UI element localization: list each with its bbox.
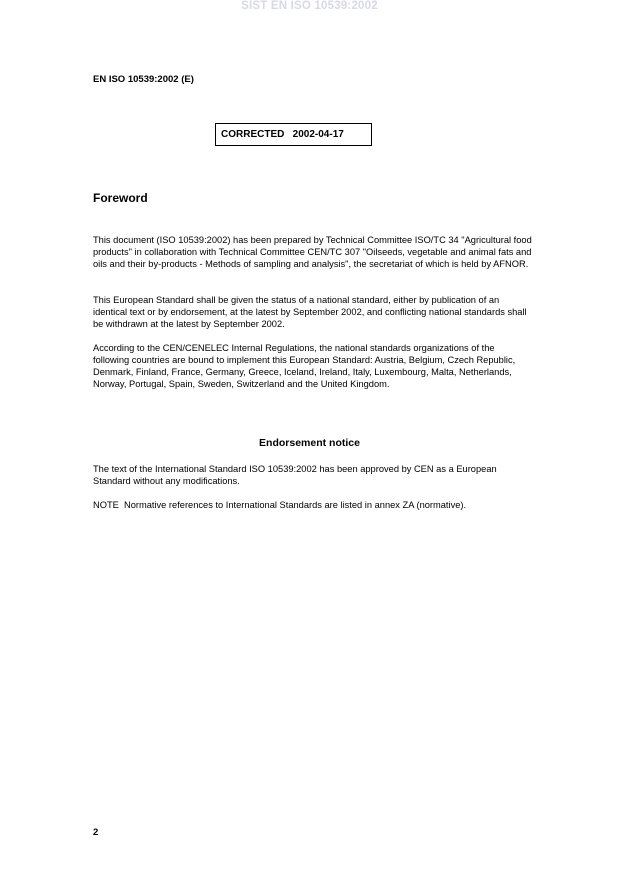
page-number: 2 [93, 827, 99, 838]
foreword-heading: Foreword [93, 191, 148, 205]
endorsement-text: The text of the International Standard ISO 10539:2002 has been approved by CEN as a European Standard without any modifications. [93, 464, 497, 486]
document-id: EN ISO 10539:2002 (E) [93, 74, 194, 85]
foreword-paragraph-1: This document (ISO 10539:2002) has been prepared by Technical Committee ISO/TC 34 "Agricultural food products" in collaboration with Technical Committee CEN/TC 307 "Oilseeds, vegetable and animal fats and oils and their by-products - Methods of sampling and analysis", the secretariat of which is held by AFNOR. [93, 235, 532, 269]
endorsement-heading: Endorsement notice [259, 437, 360, 449]
corrected-stamp: CORRECTED 2002-04-17 [215, 123, 372, 146]
watermark: SIST EN ISO 10539:2002 [241, 0, 378, 12]
normative-note: NOTE Normative references to International Standards are listed in annex ZA (normative). [93, 500, 467, 510]
foreword-paragraph-3: According to the CEN/CENELEC Internal Regulations, the national standards organizations of the following countries are bound to implement this European Standard: Austria, Belgium, Czech Republic, Denmark, Finland, France, Germany, Greece, Iceland, Ireland, Italy, Luxembourg, Malta, Netherlands, Norway, Portugal, Spain, Sweden, Switzerland and the United Kingdom. [93, 343, 516, 389]
foreword-paragraph-2: This European Standard shall be given the status of a national standard, either by publication of an identical text or by endorsement, at the latest by September 2002, and conflicting national standards shall be withdrawn at the latest by September 2002. [93, 295, 527, 329]
